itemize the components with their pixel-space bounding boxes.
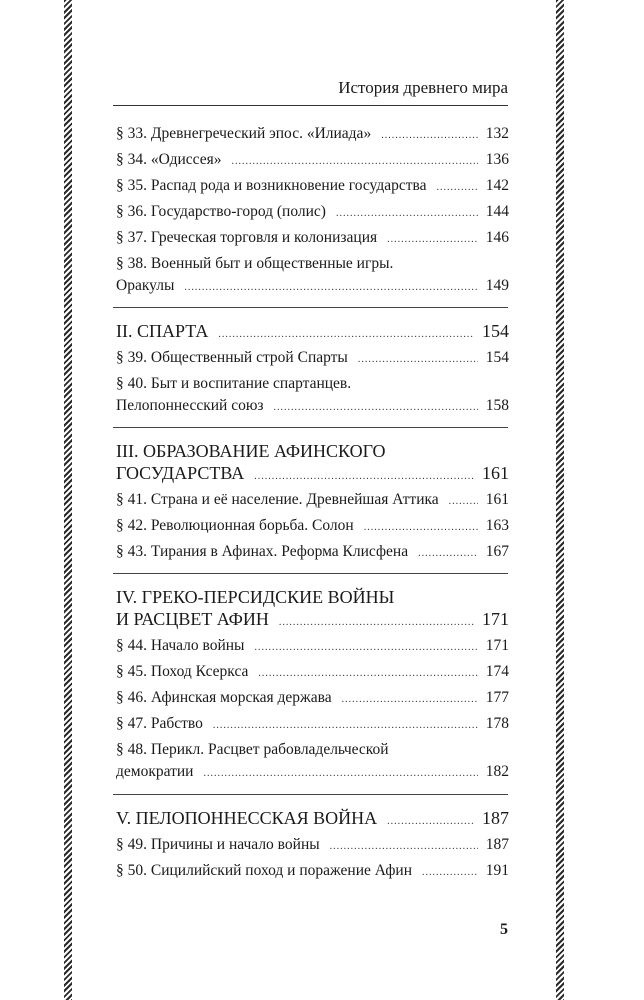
toc-part-title: IV. ГРЕКО-ПЕРСИДСКИЕ ВОЙНЫ [116,587,395,607]
toc-entry [116,636,509,658]
toc-entry [116,228,509,250]
decorative-border-left [64,0,72,1000]
toc-entry-page: 142 [485,177,509,194]
toc-leader-dots [203,764,477,784]
toc-part-heading [116,462,509,488]
section-divider [113,427,508,428]
toc-entry [116,835,509,857]
running-head: История древнего мира [338,78,508,97]
toc-leader-dots [330,837,478,857]
toc-entry [116,150,509,172]
section-divider [113,794,508,795]
page-number: 5 [500,921,508,938]
toc-entry-title: § 44. Начало войны [116,637,245,654]
toc-entry-page: 136 [485,151,509,168]
toc-entry-page: 171 [485,637,509,654]
toc-part-page: 171 [482,609,509,629]
decorative-border-right [556,0,564,1000]
toc-entry-title: § 35. Распад рода и возникновение государства [116,177,427,194]
toc-leader-dots [449,492,478,512]
toc-part-heading-first-line [116,586,509,608]
toc-leader-dots [358,350,478,370]
toc-leader-dots [184,278,477,298]
toc-entry [116,662,509,684]
toc-entry-title: § 42. Революционная борьба. Солон [116,517,354,534]
toc-leader-dots [274,398,478,418]
toc-leader-dots [387,230,478,250]
toc-leader-dots [418,544,478,564]
toc-entry-title: демократии [116,763,194,780]
toc-leader-dots [258,664,477,684]
toc-part-title: V. ПЕЛОПОННЕССКАЯ ВОЙНА [116,808,378,828]
toc-leader-dots [364,518,478,538]
toc-entry-title: § 34. «Одиссея» [116,151,222,168]
toc-leader-dots [336,204,478,224]
toc-entry-title: § 45. Поход Ксеркса [116,663,249,680]
toc-part-title: И РАСЦВЕТ АФИН [116,609,269,629]
toc-leader-dots [381,126,478,146]
toc-entry-title: § 41. Страна и её население. Древнейшая Аттика [116,491,439,508]
toc-leader-dots [232,152,478,172]
toc-leader-dots [436,178,477,198]
toc-entry [116,276,509,298]
toc-part-page: 154 [482,321,509,341]
toc-part-heading [116,608,509,634]
toc-entry-title: § 36. Государство-город (полис) [116,203,326,220]
toc-entry-page: 158 [485,397,509,414]
toc-entry-page: 146 [485,229,509,246]
toc-entry-page: 167 [485,543,509,560]
toc-leader-dots [422,863,478,883]
running-head-rule [113,105,508,106]
toc-entry-title: § 50. Сицилийский поход и поражение Афин [116,862,412,879]
toc-entry-first-line [116,740,509,760]
toc-entry [116,348,509,370]
toc-entry-page: 178 [485,715,509,732]
toc-leader-dots [254,638,477,658]
toc-entry [116,688,509,710]
toc-part-title: II. СПАРТА [116,321,209,341]
toc-part-heading [116,807,509,833]
toc-entry [116,490,509,512]
toc-entry-title: § 43. Тирания в Афинах. Реформа Клисфена [116,543,409,560]
toc-leader-dots [254,466,474,488]
toc-entry-page: 191 [485,862,509,879]
toc-entry-title: § 37. Греческая торговля и колонизация [116,229,378,246]
toc-entry-first-line [116,254,509,274]
section-divider [113,573,508,574]
toc-leader-dots [279,612,474,634]
toc-entry [116,542,509,564]
toc-entry [116,396,509,418]
toc-entry-page: 174 [485,663,509,680]
section-divider [113,307,508,308]
toc-entry [116,861,509,883]
toc-entry [116,516,509,538]
toc-entry-page: 149 [485,277,509,294]
toc-entry-title: § 46. Афинская морская держава [116,689,332,706]
toc-leader-dots [213,716,478,736]
toc-entry-page: 154 [485,349,509,366]
toc-entry-page: 161 [485,491,509,508]
toc-entry [116,202,509,224]
toc-entry-title: Оракулы [116,277,175,294]
toc-part-title: III. ОБРАЗОВАНИЕ АФИНСКОГО [116,441,386,461]
toc-entry-page: 177 [485,689,509,706]
toc-entry [116,124,509,146]
toc-entry [116,762,509,784]
toc-entry-title: § 49. Причины и начало войны [116,836,320,853]
toc-part-heading-first-line [116,440,509,462]
toc-leader-dots [387,811,474,833]
toc-entry-page: 182 [485,763,509,780]
toc-entry-title: § 48. Перикл. Расцвет рабовладельческой [116,741,389,758]
toc-entry-title: § 47. Рабство [116,715,203,732]
toc-entry-page: 187 [485,836,509,853]
toc-entry-title: § 38. Военный быт и общественные игры. [116,255,394,272]
toc-entry-title: § 33. Древнегреческий эпос. «Илиада» [116,125,372,142]
toc-entry [116,176,509,198]
toc-entry-page: 163 [485,517,509,534]
toc-part-page: 187 [482,808,509,828]
toc-leader-dots [342,690,478,710]
toc-part-title: ГОСУДАРСТВА [116,463,245,483]
toc-leader-dots [218,324,474,346]
toc-entry-title: § 40. Быт и воспитание спартанцев. [116,375,352,392]
toc-entry-first-line [116,374,509,394]
toc-entry-page: 144 [485,203,509,220]
toc-entry-title: Пелопоннесский союз [116,397,264,414]
toc-entry-page: 132 [485,125,509,142]
toc-part-page: 161 [482,463,509,483]
toc-part-heading [116,320,509,346]
toc-entry-title: § 39. Общественный строй Спарты [116,349,348,366]
toc-entry [116,714,509,736]
